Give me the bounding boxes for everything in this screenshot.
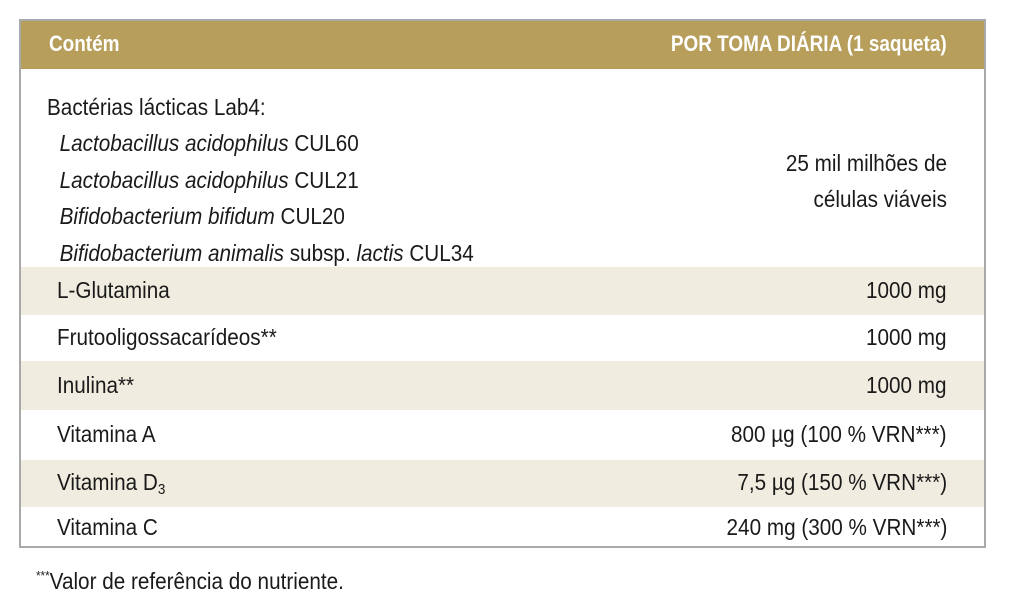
ingredient-name: Vitamina C <box>57 514 158 540</box>
table-row <box>21 410 984 460</box>
supplement-facts-table <box>19 19 986 548</box>
table-row <box>21 507 984 548</box>
ingredient-name: Frutooligossacarídeos** <box>57 324 277 350</box>
table-row <box>21 460 984 507</box>
ingredient-amount: 1000 mg <box>866 372 947 398</box>
ingredient-name: L-Glutamina <box>57 277 170 303</box>
strain-line: Lactobacillus acidophilus CUL21 <box>59 166 359 193</box>
footnote-text: Valor de referência do nutriente. <box>49 568 344 594</box>
bacteria-list <box>47 89 474 271</box>
bacteria-title: Bactérias lácticas Lab4: <box>47 94 266 120</box>
strain-line: Lactobacillus acidophilus CUL60 <box>59 130 359 157</box>
table-row <box>21 361 984 410</box>
strain-line: Bifidobacterium bifidum CUL20 <box>59 203 345 230</box>
header-contains: Contém <box>49 31 120 56</box>
table-row <box>21 267 984 315</box>
footnote <box>36 568 344 595</box>
bacteria-amount: 25 mil milhões de células viáveis <box>785 150 947 212</box>
ingredient-amount: 7,5 µg (150 % VRN***) <box>737 469 947 495</box>
ingredient-amount: 800 µg (100 % VRN***) <box>731 421 947 447</box>
ingredient-amount: 1000 mg <box>866 277 947 303</box>
ingredient-name: Inulina** <box>57 372 135 398</box>
strain-line: Bifidobacterium animalis subsp. lactis CUL34 <box>59 239 474 266</box>
ingredient-amount: 1000 mg <box>866 324 947 350</box>
header-per-daily-dose: POR TOMA DIÁRIA (1 saqueta) <box>671 31 947 56</box>
ingredient-name: Vitamina A <box>57 421 156 447</box>
ingredient-amount: 240 mg (300 % VRN***) <box>726 514 947 540</box>
ingredient-name: Vitamina $D_3$ <box>57 469 166 498</box>
table-row <box>21 315 984 361</box>
table-header <box>21 21 984 69</box>
bacteria-row <box>21 69 984 267</box>
footnote-mark: *** <box>36 568 50 583</box>
